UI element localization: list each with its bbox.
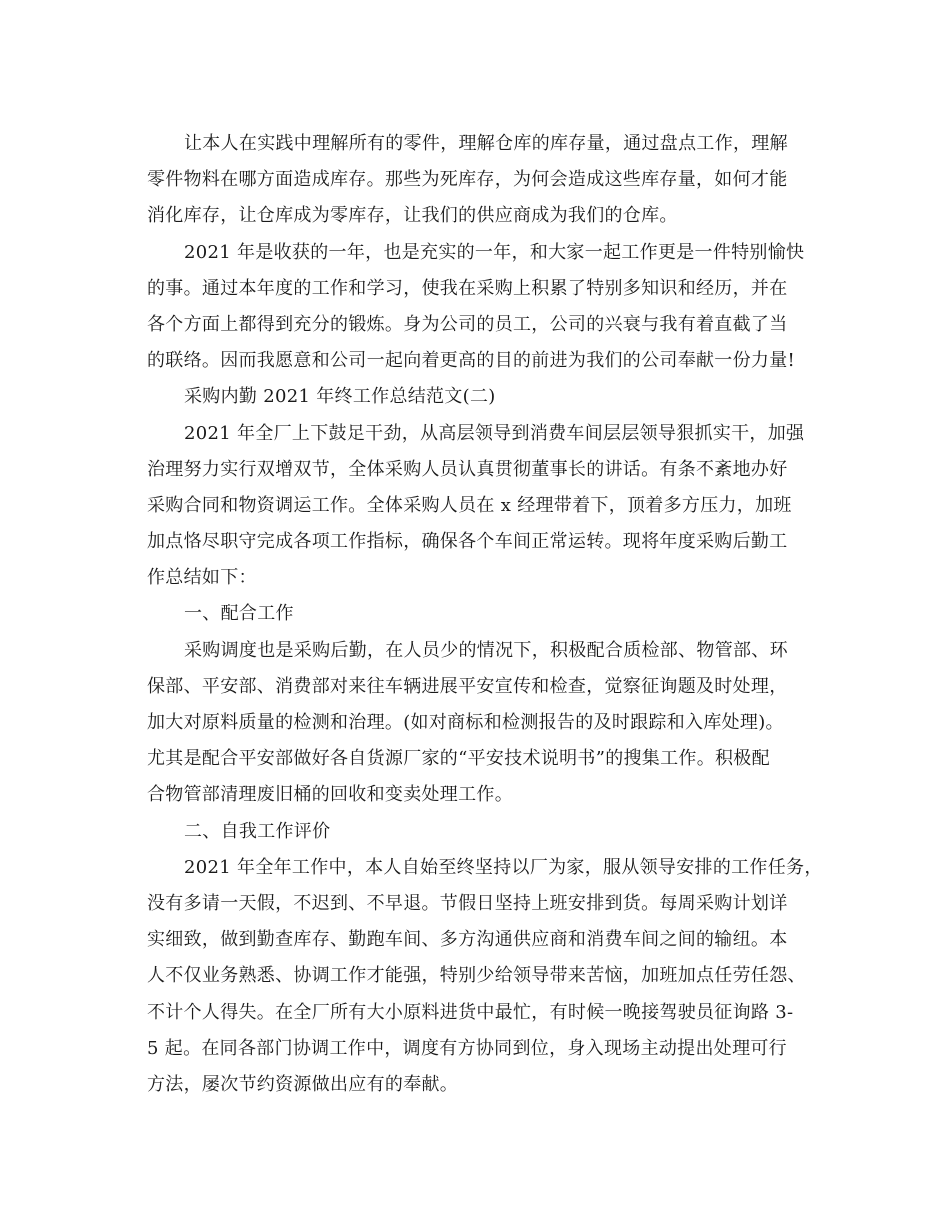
paragraph-line: 加大对原料质量的检测和治理。(如对商标和检测报告的及时跟踪和入库处理)。 — [147, 712, 784, 733]
paragraph-line: 不计个人得失。在全厂所有大小原料进货中最忙，有时候一晚接驾驶员征询路 3- — [147, 1001, 794, 1023]
section-heading: 一、配合工作 — [184, 603, 294, 625]
paragraph-line: 保部、平安部、消费部对来往车辆进展平安宣传和检查，觉察征询题及时处理， — [147, 675, 788, 697]
paragraph-line: 2021 年是收获的一年，也是充实的一年，和大家一起工作更是一件特别愉快 — [184, 241, 805, 263]
section-title: 采购内勤 2021 年终工作总结范文(二) — [184, 386, 496, 408]
paragraph-line: 采购合同和物资调运工作。全体采购人员在 x 经理带着下，顶着多方压力，加班 — [147, 494, 792, 516]
paragraph-line: 方法，屡次节约资源做出应有的奉献。 — [147, 1073, 459, 1095]
paragraph-line: 的联络。因而我愿意和公司一起向着更高的目的前进为我们的公司奉献一份力量! — [147, 350, 796, 372]
document-body — [147, 126, 823, 1103]
section-heading: 二、自我工作评价 — [184, 820, 331, 842]
paragraph-line: 让本人在实践中理解所有的零件，理解仓库的库存量，通过盘点工作，理解 — [184, 133, 788, 154]
paragraph-line: 作总结如下： — [147, 567, 257, 589]
paragraph-line: 5 起。在同各部门协调工作中，调度有方协同到位，身入现场主动提出处理可行 — [147, 1037, 787, 1059]
paragraph-line: 治理努力实行双增双节，全体采购人员认真贯彻董事长的讲话。有条不紊地办好 — [147, 458, 788, 480]
paragraph-line: 2021 年全厂上下鼓足干劲，从高层领导到消费车间层层领导狠抓实干，加强 — [184, 422, 805, 444]
paragraph-line: 实细致，做到勤查库存、勤跑车间、多方沟通供应商和消费车间之间的输纽。本 — [147, 929, 788, 951]
paragraph-line: 加点恪尽职守完成各项工作指标，确保各个车间正常运转。现将年度采购后勤工 — [147, 531, 788, 553]
paragraph-line: 2021 年全年工作中，本人自始至终坚持以厂为家，服从领导安排的工作任务， — [184, 856, 823, 878]
paragraph-line: 消化库存，让仓库成为零库存，让我们的供应商成为我们的仓库。 — [147, 205, 678, 227]
paragraph-line: 合物管部清理废旧桶的回收和变卖处理工作。 — [147, 784, 513, 806]
paragraph-line: 尤其是配合平安部做好各自货源厂家的“平安技术说明书”的搜集工作。积极配 — [147, 748, 770, 770]
paragraph-line: 零件物料在哪方面造成库存。那些为死库存，为何会造成这些库存量，如何才能 — [147, 169, 788, 191]
paragraph-line: 各个方面上都得到充分的锻炼。身为公司的员工，公司的兴衰与我有着直截了当 — [147, 313, 788, 335]
paragraph-line: 人不仅业务熟悉、协调工作才能强，特别少给领导带来苦恼，加班加点任劳任怨、 — [147, 965, 806, 987]
paragraph-line: 采购调度也是采购后勤，在人员少的情况下，积极配合质检部、物管部、环 — [184, 639, 788, 661]
paragraph-line: 没有多请一天假，不迟到、不早退。节假日坚持上班安排到货。每周采购计划详 — [147, 892, 788, 914]
paragraph-line: 的事。通过本年度的工作和学习，使我在采购上积累了特别多知识和经历，并在 — [147, 277, 788, 299]
